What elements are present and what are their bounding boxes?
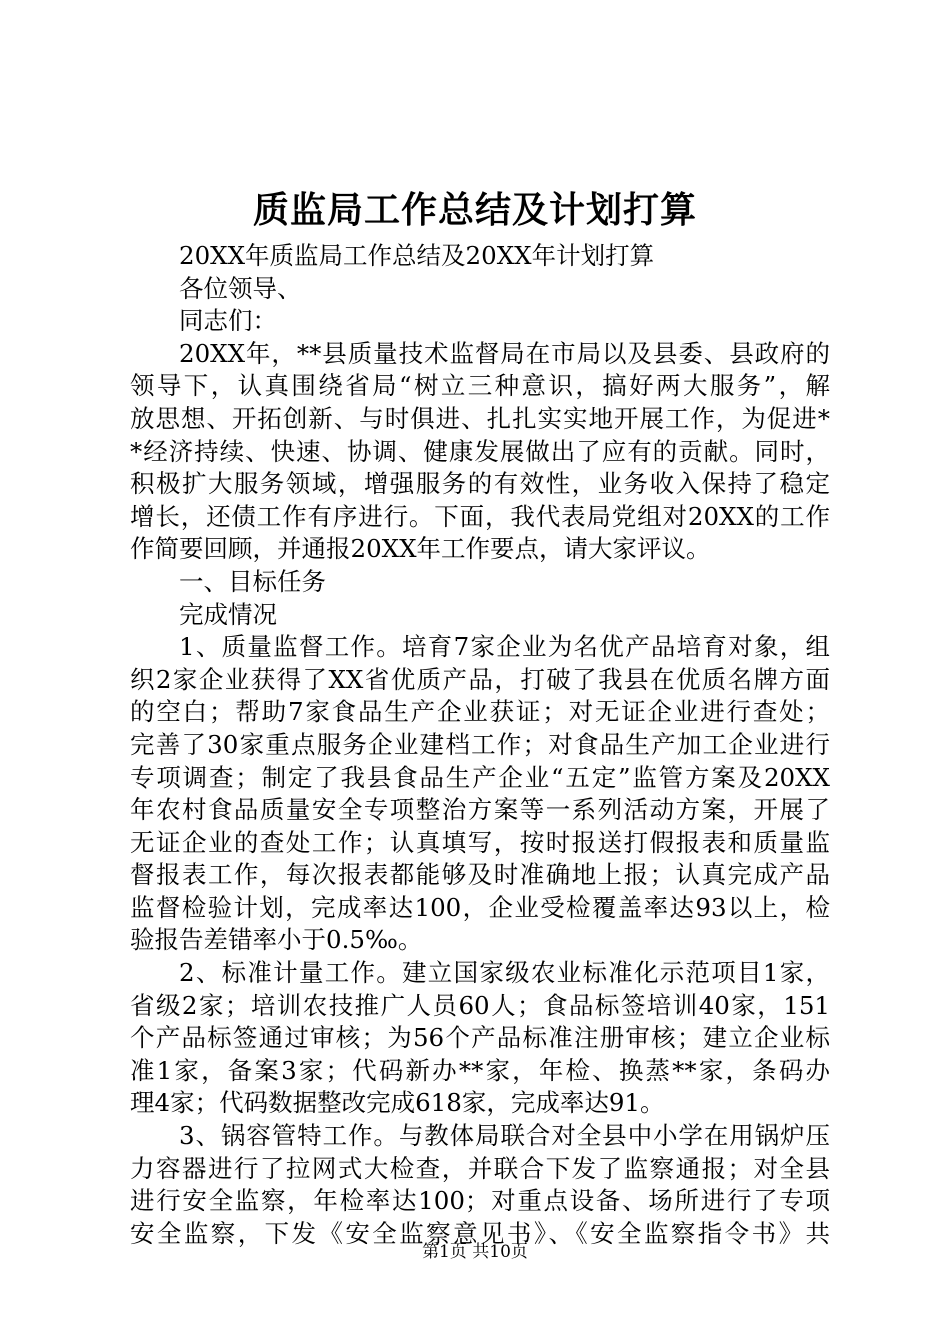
page-footer: 第1页 共10页 [422, 1242, 528, 1262]
paragraph-line: 安全监察，下发《安全监察意见书》、《安全监察指令书》共 [130, 1218, 830, 1248]
paragraph-line: 领导下，认真围绕省局“树立三种意识，搞好两大服务”，解 [130, 371, 830, 401]
paragraph-line: 3、锅容管特工作。与教体局联合对全县中小学在用锅炉压 [179, 1121, 830, 1151]
paragraph-line: 织2家企业获得了XX省优质产品，打破了我县在优质名牌方面 [130, 664, 830, 694]
paragraph-line: 个产品标签通过审核；为56个产品标准注册审核；建立企业标 [130, 1023, 830, 1053]
paragraph-line: 进行安全监察，年检率达100；对重点设备、场所进行了专项 [130, 1186, 830, 1216]
subtitle-line: 20XX年质监局工作总结及20XX年计划打算 [179, 241, 655, 270]
paragraph-line: 督报表工作，每次报表都能够及时准确地上报；认真完成产品 [130, 860, 830, 890]
paragraph-line: 放思想、开拓创新、与时俱进、扎扎实实地开展工作，为促进* [130, 403, 830, 433]
paragraph-line: 专项调查；制定了我县食品生产企业“五定”监管方案及20XX [130, 762, 830, 792]
paragraph-line: 省级2家；培训农技推广人员60人；食品标签培训40家，151 [130, 990, 830, 1020]
paragraph-line: 1、质量监督工作。培育7家企业为名优产品培育对象，组 [179, 632, 830, 662]
paragraph-line: 监督检验计划，完成率达100，企业受检覆盖率达93以上，检 [130, 892, 830, 922]
paragraph-line: *经济持续、快速、协调、健康发展做出了应有的贡献。同时， [130, 436, 830, 466]
salutation-line: 同志们： [179, 306, 277, 336]
document-body [130, 240, 830, 1250]
paragraph-line: 作简要回顾，并通报20XX年工作要点，请大家评议。 [130, 534, 711, 564]
paragraph-line: 20XX年，**县质量技术监督局在市局以及县委、县政府的 [179, 338, 830, 368]
paragraph-line: 准1家，备案3家；代码新办**家，年检、换蒸**家，条码办 [130, 1055, 830, 1085]
paragraph-line: 积极扩大服务领域，增强服务的有效性，业务收入保持了稳定 [130, 469, 830, 499]
paragraph-line: 无证企业的查处工作；认真填写，按时报送打假报表和质量监 [130, 827, 830, 857]
paragraph-line: 理4家；代码数据整改完成618家，完成率达91。 [130, 1088, 665, 1118]
paragraph-line: 2、标准计量工作。建立国家级农业标准化示范项目1家， [179, 958, 830, 988]
section-heading: 完成情况 [179, 599, 277, 629]
paragraph-line: 增长，还债工作有序进行。下面，我代表局党组对20XX的工作 [130, 501, 830, 531]
document-title: 质监局工作总结及计划打算 [252, 189, 697, 231]
section-heading: 一、目标任务 [179, 566, 326, 596]
salutation-line: 各位领导、 [179, 273, 302, 303]
paragraph-line: 力容器进行了拉网式大检查，并联合下发了监察通报；对全县 [130, 1153, 830, 1183]
paragraph-line: 验报告差错率小于0.5‰。 [130, 925, 423, 955]
paragraph-line: 的空白；帮助7家食品生产企业获证；对无证企业进行查处； [130, 697, 830, 727]
paragraph-line: 完善了30家重点服务企业建档工作；对食品生产加工企业进行 [130, 729, 830, 759]
paragraph-line: 年农村食品质量安全专项整治方案等一系列活动方案，开展了 [130, 795, 830, 825]
